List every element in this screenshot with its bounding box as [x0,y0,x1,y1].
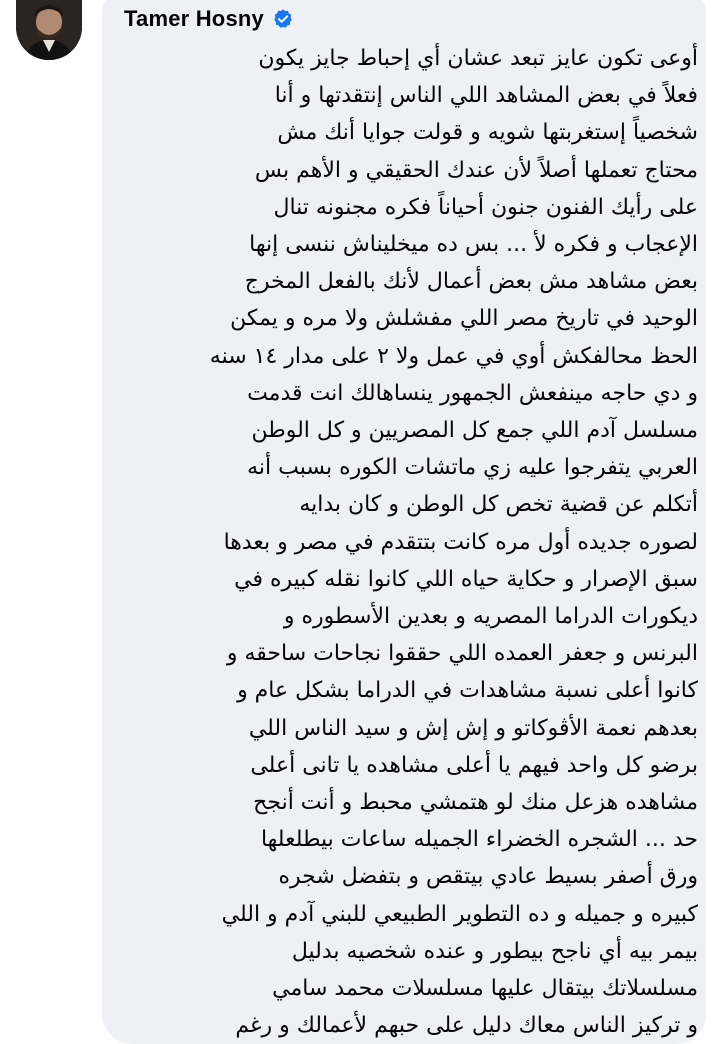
comment-text-line: بعدهم نعمة الأڤوكاتو و إش إش و سيد الناس اللي [248,715,698,741]
comment-text-line: على رأيك الفنون جنون أحياناً فكره مجنونه تنال [273,194,698,220]
comment-text-line: سبق الإصرار و حكاية حياه اللي كانوا نقله كبيره في [234,566,698,592]
comment-text-line: لصوره جديده أول مره كانت بتتقدم في مصر و بعدها [223,529,698,555]
comment-text-line: فعلاً في بعض المشاهد اللي الناس إنتقدتها و أنا [274,83,698,109]
comment-text-line: مسلسلاتك بيتقال عليها مسلسلات محمد سامي [272,976,698,1002]
comment-text-line: بعض مشاهد مش بعض أعمال لأنك بالفعل المخرج [244,269,698,295]
comment-text-line: برضو كل واحد فيهم يا أعلى مشاهده يا تانى أعلى [250,752,698,778]
comment-text-line: البرنس و جعفر العمده اللي حققوا نجاحات ساحقه و [226,641,698,667]
comment-text-line: شخصياً إستغربتها شويه و قولت جوايا أنك مش [277,120,698,146]
verified-badge-icon [272,8,294,30]
comment-text-line: الوحيد في تاريخ مصر اللي مفشلش ولا مره و يمكن [230,306,698,332]
comment-text-line: أتكلم عن قضية تخص كل الوطن و كان بدايه [299,492,698,518]
comment-text-line: بيمر بيه أي ناجح بيطور و عنده شخصيه بدليل [291,938,698,964]
comment-text [118,40,698,1044]
comment-text-line: و تركيز الناس معاك دليل على حبهم لأعمالك و رغم [235,1013,698,1039]
comment-text-line: مشاهده هزعل منك لو هتمشي محبط و أنت أنجح [253,790,698,816]
author-avatar[interactable] [16,0,82,60]
comment-text-line: كانوا أعلى نسبة مشاهدات في الدراما بشكل عام و [237,678,698,704]
comment-text-line: حد ... الشجره الخضراء الجميله ساعات بيطلعلها [260,827,698,853]
comment-text-line: محتاج تعملها أصلاً لأن عندك الحقيقي و الأهم بس [254,157,698,183]
comment-text-line: الحظ محالفكش أوي في عمل ولا ٢ على مدار ١٤ سنه [209,343,698,369]
comment-text-line: ديكورات الدراما المصريه و بعدين الأسطوره و [283,604,698,630]
avatar-portrait-icon [16,0,82,60]
comment-text-line: الإعجاب و فكره لأ ... بس ده ميخليناش ننسى إنها [249,232,698,258]
comment-text-line: و دي حاجه مينفعش الجمهور ينساهالك انت قدمت [247,380,698,406]
author-name[interactable]: Tamer Hosny [124,6,264,31]
comment-text-line: ورق أصفر بسيط عادي بيتقص و بتفضل شجره [278,864,698,890]
comment-text-line: مسلسل آدم اللي جمع كل المصريين و كل الوطن [251,418,698,444]
comment-header [124,6,294,32]
comment-text-line: أوعى تكون عايز تبعد عشان أي إحباط جايز يكون [258,46,698,71]
comment-text-line: العربي يتفرجوا عليه زي ماتشات الكوره بسبب أنه [247,455,698,481]
comment-text-line: كبيره و جميله و ده التطوير الطبيعي للبني آدم و اللي [221,901,698,927]
